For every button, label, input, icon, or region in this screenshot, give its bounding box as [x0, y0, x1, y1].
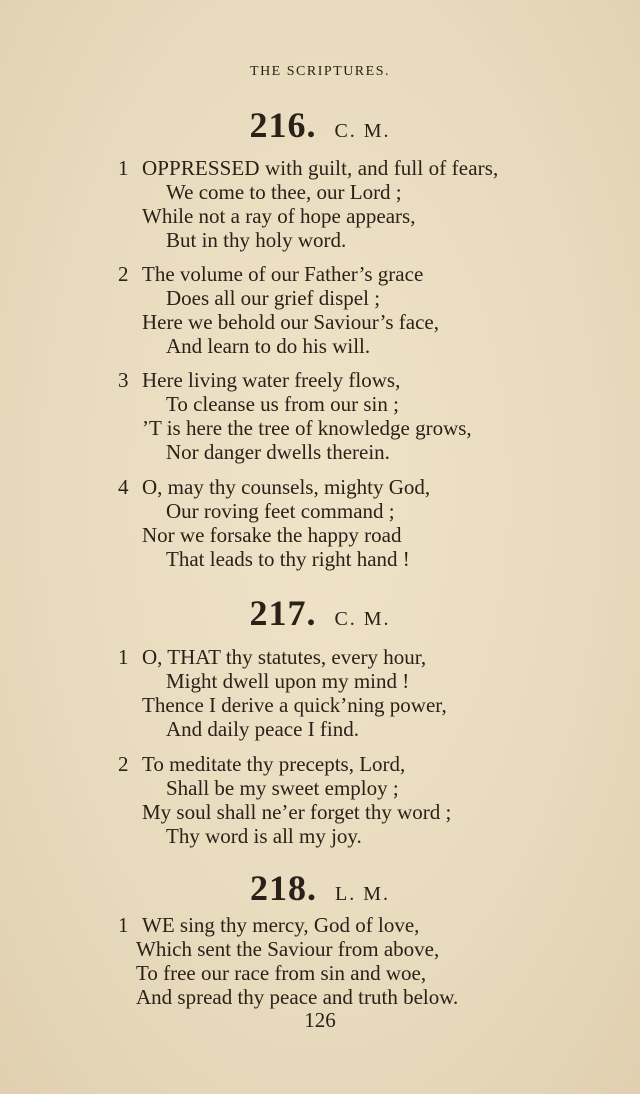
verse-line: WE sing thy mercy, God of love,: [142, 913, 420, 937]
verse-line: Which sent the Saviour from above,: [136, 937, 440, 961]
verse-line: We come to thee, our Lord ;: [166, 180, 402, 204]
verse-line: And learn to do his will.: [166, 334, 371, 358]
verse-line: Does all our grief dispel ;: [166, 286, 381, 310]
stanza-number: 2: [118, 262, 129, 286]
page-number: 126: [304, 1008, 336, 1032]
stanza-number: 2: [118, 752, 129, 776]
verse-line: The volume of our Father’s grace: [142, 262, 424, 286]
stanza-number: 3: [118, 368, 129, 392]
stanza-number: 1: [118, 156, 129, 180]
verse-line: Thy word is all my joy.: [166, 824, 362, 848]
verse-line: That leads to thy right hand !: [166, 547, 410, 571]
hymn-meter: C. M.: [334, 120, 391, 142]
verse-line: Shall be my sweet employ ;: [166, 776, 399, 800]
verse-line: And daily peace I find.: [166, 717, 360, 741]
verse-line: ’T is here the tree of knowledge grows,: [142, 416, 472, 440]
verse-line: Nor we forsake the happy road: [142, 523, 402, 547]
verse-line: And spread thy peace and truth below.: [136, 985, 459, 1009]
hymn-number: 218.: [250, 868, 317, 908]
verse-line: Our roving feet command ;: [166, 499, 395, 523]
verse-line: Nor danger dwells therein.: [166, 440, 390, 464]
verse-line: Thence I derive a quick’ning power,: [142, 693, 447, 717]
verse-line: Here we behold our Saviour’s face,: [142, 310, 440, 334]
hymn-meter: L. M.: [335, 883, 390, 905]
hymn-meter: C. M.: [334, 608, 391, 630]
verse-line: To meditate thy precepts, Lord,: [142, 752, 406, 776]
stanza-number: 1: [118, 645, 129, 669]
verse-line: OPPRESSED with guilt, and full of fears,: [142, 156, 499, 180]
hymn-heading: [0, 867, 640, 909]
verse-line: O, THAT thy statutes, every hour,: [142, 645, 427, 669]
stanza-number: 4: [118, 475, 129, 499]
running-head: THE SCRIPTURES.: [250, 64, 390, 79]
hymn-heading: [0, 592, 640, 634]
verse-line: Here living water freely flows,: [142, 368, 401, 392]
verse-line: While not a ray of hope appears,: [142, 204, 416, 228]
stanza-number: 1: [118, 913, 129, 937]
verse-line: But in thy holy word.: [166, 228, 347, 252]
hymn-number: 217.: [249, 593, 317, 633]
verse-line: To free our race from sin and woe,: [136, 961, 427, 985]
hymn-heading: [0, 104, 640, 146]
verse-line: Might dwell upon my mind !: [166, 669, 410, 693]
hymn-number: 216.: [249, 105, 317, 145]
verse-line: O, may thy counsels, mighty God,: [142, 475, 431, 499]
verse-line: My soul shall ne’er forget thy word ;: [142, 800, 452, 824]
verse-line: To cleanse us from our sin ;: [166, 392, 399, 416]
